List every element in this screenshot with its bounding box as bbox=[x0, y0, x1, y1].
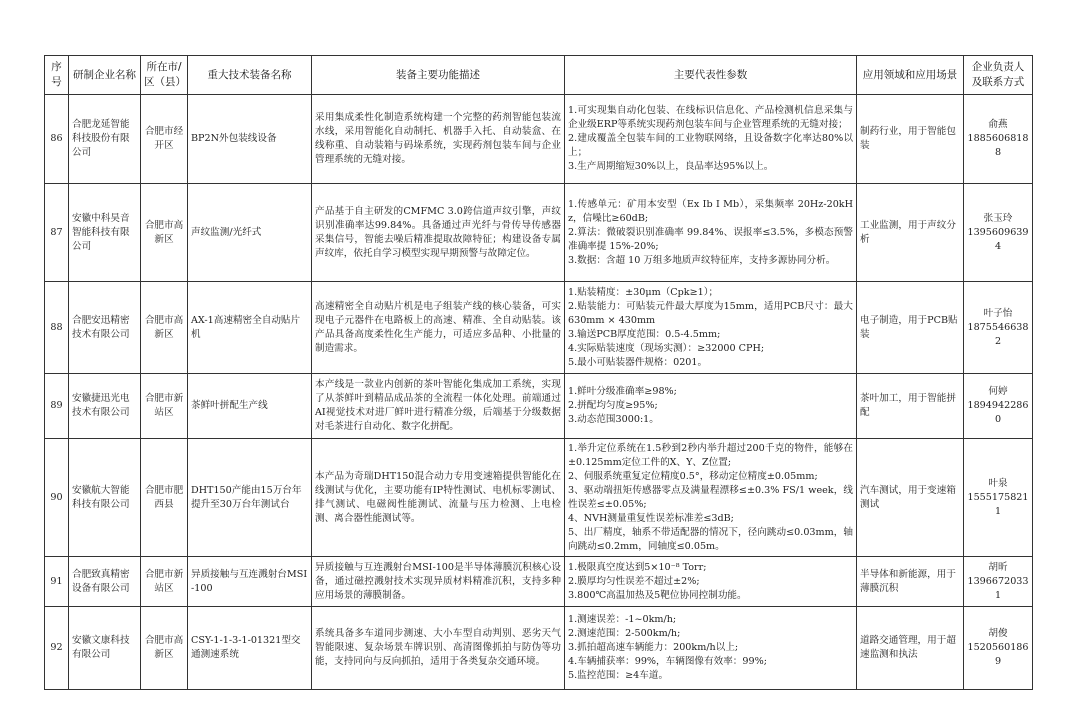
cell-equipment: CSY-1-1-3-1-01321型交通测速系统 bbox=[188, 607, 312, 690]
header-equipment: 重大技术装备名称 bbox=[188, 56, 312, 95]
cell-params bbox=[565, 557, 857, 607]
header-company: 研制企业名称 bbox=[69, 56, 141, 95]
cell-contact bbox=[964, 557, 1033, 607]
cell-seq: 89 bbox=[45, 374, 69, 439]
cell-contact bbox=[964, 374, 1033, 439]
param-line: 1.贴装精度：±30μm（Cpk≥1）； bbox=[568, 286, 719, 298]
cell-contact bbox=[964, 282, 1033, 374]
table-row bbox=[45, 557, 1033, 607]
cell-description: 采用集成柔性化制造系统构建一个完整的药剂智能包装流水线，采用智能化自动制托、机器手入托、自动装盒、在线称重、自动装箱与码垛系统，实现药剂包装车间与企业管理系统的无缝对接。 bbox=[312, 95, 565, 184]
cell-location: 合肥市经开区 bbox=[141, 95, 188, 184]
header-description: 装备主要功能描述 bbox=[312, 56, 565, 95]
cell-location: 合肥市高新区 bbox=[141, 184, 188, 282]
table-row bbox=[45, 607, 1033, 690]
cell-application: 电子制造，用于PCB贴装 bbox=[857, 282, 964, 374]
param-line: 2.膜厚均匀性误差不超过±2%; bbox=[568, 575, 700, 587]
cell-company: 合肥龙延智能科技股份有限公司 bbox=[69, 95, 141, 184]
cell-company: 安徽捷迅光电技术有限公司 bbox=[69, 374, 141, 439]
param-line: 2.算法：微破裂识别准确率 99.84%、误报率≤3.5%，多模态预警准确率提 15%-20%; bbox=[568, 226, 853, 252]
cell-equipment: 声纹监测/光纤式 bbox=[188, 184, 312, 282]
param-line: 3、驱动端扭矩传感器零点及满量程漂移≤±0.3% FS/1 week，线性误差≤±0.05%; bbox=[568, 484, 853, 510]
param-line: 2、伺服系统重复定位精度0.5°，移动定位精度±0.05mm; bbox=[568, 470, 818, 482]
contact-phone: 13966720331 bbox=[967, 575, 1029, 601]
param-line: 1.举升定位系统在1.5秒到2秒内举升超过200千克的物件，能够在±0.125mm定位工件的X、Y、Z位置; bbox=[568, 442, 853, 468]
contact-phone: 18949422860 bbox=[967, 400, 1029, 425]
cell-location: 合肥市高新区 bbox=[141, 607, 188, 690]
param-line: 5、出厂精度，轴系不带适配器的情况下，径向跳动≤0.03mm，轴向跳动≤0.2mm，同轴度≤0.05m。 bbox=[568, 526, 853, 552]
param-line: 2.测速范围：2-500km/h; bbox=[568, 628, 681, 639]
header-seq: 序号 bbox=[45, 56, 69, 95]
cell-application: 半导体和新能源，用于薄膜沉积 bbox=[857, 557, 964, 607]
cell-equipment: 茶鲜叶拼配生产线 bbox=[188, 374, 312, 439]
param-line: 3.抓拍超高速车辆能力：200km/h以上; bbox=[568, 642, 739, 653]
cell-application: 工业监测，用于声纹分析 bbox=[857, 184, 964, 282]
cell-params bbox=[565, 282, 857, 374]
cell-application: 制药行业，用于智能包装 bbox=[857, 95, 964, 184]
cell-seq: 90 bbox=[45, 439, 69, 557]
table-row bbox=[45, 95, 1033, 184]
cell-location: 合肥市新站区 bbox=[141, 374, 188, 439]
param-line: 1.极限真空度达到5×10⁻⁸ Torr; bbox=[568, 561, 707, 573]
cell-equipment: BP2N外包装线设备 bbox=[188, 95, 312, 184]
cell-params bbox=[565, 439, 857, 557]
cell-description: 系统具备多车道同步测速、大小车型自动判别、恶劣天气智能限速、复杂场景车牌识别、高清图像抓拍与防伪等功能，支持同向与反向抓拍，适用于各类复杂交通环境。 bbox=[312, 607, 565, 690]
param-line: 3.输送PCB厚度范围：0.5-4.5mm; bbox=[568, 328, 721, 340]
contact-name: 张玉玲 bbox=[983, 212, 1013, 224]
param-line: 2.贴装能力：可贴装元件最大厚度为15mm，适用PCB尺寸：最大 630mm × 430mm bbox=[568, 300, 853, 326]
param-line: 5.监控范围：≥4车道。 bbox=[568, 670, 669, 681]
cell-description: 异质接触与互连溅射台MSI-100是半导体薄膜沉积核心设备，通过磁控溅射技术实现异质材料精准沉积，支持多种应用场景的薄膜制备。 bbox=[312, 557, 565, 607]
param-line: 3.数据：含超 10 万组多地质声纹特征库，支持多源协同分析。 bbox=[568, 254, 836, 266]
contact-name: 叶泉 bbox=[988, 477, 1008, 489]
header-application: 应用领域和应用场景 bbox=[857, 56, 964, 95]
table-row bbox=[45, 184, 1033, 282]
cell-equipment: 异质接触与互连溅射台MSI-100 bbox=[188, 557, 312, 607]
equipment-table bbox=[44, 55, 1033, 690]
cell-description: 本产线是一款业内创新的茶叶智能化集成加工系统，实现了从茶鲜叶到精品成品茶的全流程一体化处理。前端通过AI视觉技术对进厂鲜叶进行精准分级，后端基于分级数据对毛茶进行自动化、数字化拼配。 bbox=[312, 374, 565, 439]
contact-phone: 15551758211 bbox=[967, 491, 1029, 517]
cell-application: 道路交通管理，用于超速监测和执法 bbox=[857, 607, 964, 690]
contact-name: 胡俊 bbox=[988, 628, 1008, 639]
cell-application: 汽车测试，用于变速箱测试 bbox=[857, 439, 964, 557]
param-line: 5.最小可贴装器件规格：0201。 bbox=[568, 356, 708, 368]
cell-location: 合肥市高新区 bbox=[141, 282, 188, 374]
param-line: 2.拼配均匀度≥95%; bbox=[568, 400, 658, 411]
contact-phone: 15205601869 bbox=[967, 642, 1029, 667]
cell-description: 本产品为奇瑞DHT150混合动力专用变速箱提供智能化在线测试与优化，主要功能有IP特性测试、电机标零测试、排气测试、电磁阀性能测试、流量与压力检测、上电检测、离合器性能测试等。 bbox=[312, 439, 565, 557]
cell-seq: 92 bbox=[45, 607, 69, 690]
param-line: 1.传感单元：矿用本安型（Ex Ib I Mb），采集频率 20Hz-20kHz，信噪比≥60dB; bbox=[568, 198, 853, 224]
header-row bbox=[45, 56, 1033, 95]
param-line: 3.生产周期缩短30%以上，良品率达95%以上。 bbox=[568, 161, 774, 172]
contact-phone: 13956096394 bbox=[967, 226, 1029, 252]
header-location: 所在市/区（县） bbox=[141, 56, 188, 95]
param-line: 3.800℃高温加热及5靶位协同控制功能。 bbox=[568, 589, 747, 601]
cell-description: 高速精密全自动贴片机是电子组装产线的核心装备，可实现电子元器件在电路板上的高速、精准、全自动贴装。该产品具备高度柔性化生产能力，可适应多品种、小批量的制造需求。 bbox=[312, 282, 565, 374]
cell-contact bbox=[964, 95, 1033, 184]
table-row bbox=[45, 282, 1033, 374]
cell-equipment: DHT150产能由15万台年提升至30万台年测试台 bbox=[188, 439, 312, 557]
cell-company: 合肥安迅精密技术有限公司 bbox=[69, 282, 141, 374]
cell-contact bbox=[964, 607, 1033, 690]
cell-equipment: AX-1高速精密全自动贴片机 bbox=[188, 282, 312, 374]
param-line: 3.动态范围3000:1。 bbox=[568, 414, 659, 425]
cell-contact bbox=[964, 184, 1033, 282]
header-contact: 企业负责人及联系方式 bbox=[964, 56, 1033, 95]
cell-company: 安徽航大智能科技有限公司 bbox=[69, 439, 141, 557]
cell-company: 合肥致真精密设备有限公司 bbox=[69, 557, 141, 607]
cell-contact bbox=[964, 439, 1033, 557]
table-row bbox=[45, 439, 1033, 557]
cell-seq: 88 bbox=[45, 282, 69, 374]
param-line: 1.可实现集自动化包装、在线标识信息化、产品检测机信息采集与企业级ERP等系统实现药剂包装车间与企业管理系统的无缝对接； bbox=[568, 105, 853, 130]
cell-location: 合肥市肥西县 bbox=[141, 439, 188, 557]
param-line: 4.车辆捕获率：99%，车辆图像有效率：99%; bbox=[568, 656, 767, 667]
cell-description: 产品基于自主研发的CMFMC 3.0跨信道声纹引擎，声纹识别准确率达99.84%。具备通过声光纤与骨传导传感器采集信号，智能去噪后精准提取故障特征；构建设备专属声纹库，依托自学习模型实现早期预警与故障定位。 bbox=[312, 184, 565, 282]
cell-params bbox=[565, 374, 857, 439]
contact-phone: 18755466382 bbox=[967, 321, 1029, 347]
contact-phone: 18856068188 bbox=[967, 133, 1029, 158]
contact-name: 俞燕 bbox=[988, 119, 1008, 130]
cell-application: 茶叶加工，用于智能拼配 bbox=[857, 374, 964, 439]
param-line: 1.鲜叶分级准确率≥98%; bbox=[568, 386, 677, 397]
header-params: 主要代表性参数 bbox=[565, 56, 857, 95]
contact-name: 胡昕 bbox=[988, 561, 1008, 573]
param-line: 2.建成覆盖全包装车间的工业物联网络，且设备数字化率达80%以上； bbox=[568, 133, 853, 158]
contact-name: 何婷 bbox=[988, 386, 1008, 397]
param-line: 4、NVH测量重复性误差标准差≤3dB; bbox=[568, 512, 734, 524]
cell-company: 安徽文康科技有限公司 bbox=[69, 607, 141, 690]
param-line: 1.测速误差：-1~0km/h; bbox=[568, 614, 677, 625]
contact-name: 叶子怡 bbox=[983, 307, 1013, 319]
cell-company: 安徽中科昊音智能科技有限公司 bbox=[69, 184, 141, 282]
cell-params bbox=[565, 607, 857, 690]
cell-seq: 86 bbox=[45, 95, 69, 184]
table-row bbox=[45, 374, 1033, 439]
param-line: 4.实际贴装速度（现场实测）：≥32000 CPH; bbox=[568, 342, 765, 354]
cell-params bbox=[565, 95, 857, 184]
cell-seq: 91 bbox=[45, 557, 69, 607]
cell-seq: 87 bbox=[45, 184, 69, 282]
cell-location: 合肥市新站区 bbox=[141, 557, 188, 607]
cell-params bbox=[565, 184, 857, 282]
